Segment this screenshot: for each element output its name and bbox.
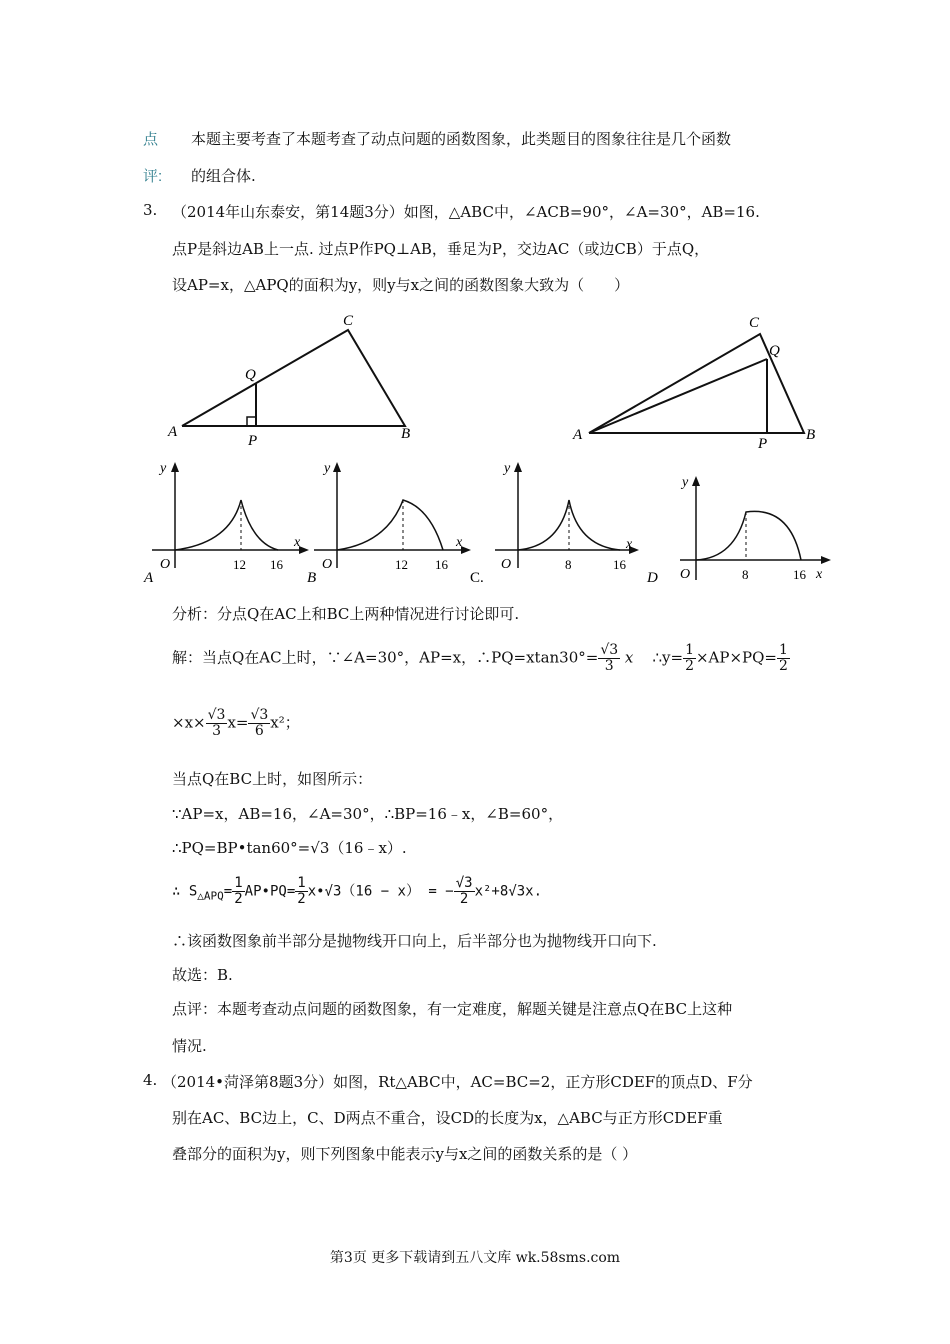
graph-b-x-label: x [456,535,463,550]
triangle-2-label-c: C [749,315,760,331]
right-angle-mark [247,417,256,426]
graph-c-origin: O [501,557,512,572]
triangle-1-label-b: B [401,426,411,442]
comment-line-1: 本题主要考查了本题考查了动点问题的函数图象，此类题目的图象往往是几个函数 [191,130,732,148]
graph-c-tick-1: 8 [565,557,572,572]
q3-line-3: 设AP=x，△APQ的面积为y，则y与x之间的函数图象大致为（ ） [172,276,630,294]
graph-a-x-label: x [294,535,301,550]
graph-b-option-label: B [307,570,317,586]
sol-6-text-d: AP•PQ= [244,883,296,900]
graph-d-x-arrow [821,556,831,564]
sol-6-text-e: x• [307,883,325,900]
graph-b-y-arrow [333,462,341,472]
triangle-1-label-a: A [168,424,178,440]
q3-solution-line-3: 当点Q在BC上时，如图所示： [172,770,373,788]
triangle-1-outline [182,330,405,426]
graph-a-origin: O [160,557,171,572]
frac-half-a [232,876,244,907]
q4-line-1: （2014•菏泽第8题3分）如图，Rt△ABC中，AC=BC=2，正方形CDEF的顶点D、F分 [162,1073,753,1091]
frac-num: 1 [297,875,306,891]
sol-1-text-a: 解：当点Q在AC上时，∵∠A=30°，AP=x，∴PQ=xtan30°= [172,648,599,667]
graph-b-tick-1: 12 [395,557,408,572]
graph-b-y-label: y [324,461,331,476]
graph-d-tick-1: 8 [742,567,749,582]
sol-5-text-b: （16﹣x）. [329,839,407,857]
graph-a-tick-2: 16 [270,557,283,572]
graph-b-curve [337,500,443,550]
frac-den: 3 [212,723,221,739]
sol-6-sqrt3-a: √3 [324,883,342,900]
triangle-figure-2 [570,305,830,455]
sol-6-text-h: x. [525,883,542,900]
comment-line-2: 的组合体. [191,167,256,185]
frac-sqrt3-over-3-b [206,708,228,739]
graph-a-y-arrow [171,462,179,472]
frac-num: √3 [250,707,269,723]
sol-2-text-a: ×x× [172,713,206,732]
frac-sqrt3-over-3 [598,643,620,674]
frac-den: 2 [234,891,243,907]
comment-label-1: 点 [143,131,159,148]
frac-den: 6 [254,723,264,739]
q3-solution-line-1: 解：当点Q在AC上时，∵∠A=30°，AP=x，∴PQ=xtan30°= $\frac{√3}{3}$ x ∴y= $\frac{1}{2}$ ×AP×PQ= $\frac{1}{2}$ [172,642,788,674]
frac-num: 1 [779,642,788,658]
q4-line-3: 叠部分的面积为y，则下列图象中能表示y与x之间的函数关系的是（ ） [172,1145,638,1163]
graph-c-y-arrow [514,462,522,472]
frac-den: 2 [459,891,469,907]
sol-6-sqrt3-b: √3 [508,883,526,900]
graph-d-tick-2: 16 [793,567,806,582]
q4-number: 4. [143,1071,158,1089]
graph-c-option-label: C. [470,570,484,586]
graph-c-y-label: y [504,461,511,476]
graph-b-origin: O [322,557,333,572]
frac-num: 1 [234,875,243,891]
frac-den: 3 [604,658,614,674]
graph-d-curve [696,511,801,560]
q3-solution-line-2 [172,708,300,739]
q3-solution-line-7: ∴该函数图象前半部分是抛物线开口向上，后半部分也为抛物线开口向下. [172,932,657,950]
page-footer: 第3页 更多下载请到五八文库 wk.58sms.com [329,1250,621,1266]
triangle-2-label-p: P [758,436,768,452]
graph-option-c [470,458,645,588]
comment-label-2: 评: [143,168,163,185]
frac-sqrt3-over-6 [248,708,270,739]
sol-2-text-c: x²； [270,713,300,732]
q4-line-2: 别在AC、BC边上，C、D两点不重合，设CD的长度为x，△ABC与正方形CDEF重 [172,1109,723,1127]
sol-6-subscript: △APQ [197,889,224,903]
graph-c-x-label: x [626,537,633,552]
frac-one-half-2 [777,643,790,674]
q3-solution-line-6 [172,876,542,907]
graph-d-y-arrow [692,476,700,486]
sol-1-text-b: ∴y= [652,648,684,667]
triangle-1-label-p: P [248,433,258,449]
graph-d-x-label: x [816,567,823,582]
graph-a-curve [175,500,278,550]
sol-5-text-a: ∴PQ=BP•tan60°= [172,839,311,857]
graph-option-a [140,458,310,588]
graph-option-d [640,468,840,593]
sol-6-text-g: x²+8 [474,883,509,900]
triangle-2-aq-segment [589,359,767,433]
frac-num: √3 [600,642,619,658]
sol-2-text-b: x= [227,713,249,732]
q3-review-line-1: 点评：本题考查动点问题的函数图象，有一定难度，解题关键是注意点Q在BC上这种 [172,1000,733,1018]
graph-b-tick-2: 16 [435,557,448,572]
q3-solution-line-8: 故选：B. [172,966,233,984]
graph-option-b [302,458,472,588]
q3-solution-line-4: ∵AP=x，AB=16，∠A=30°，∴BP=16﹣x，∠B=60°， [172,805,564,823]
q3-solution-line-5 [172,837,407,858]
frac-den: 2 [685,658,694,674]
graph-d-origin: O [680,567,691,582]
triangle-2-label-q: Q [769,343,780,359]
frac-num: 1 [685,642,694,658]
sol-5-sqrt3: √3 [310,839,330,857]
graph-d-option-label: D [647,570,658,586]
q3-analysis: 分析：分点Q在AC上和BC上两种情况进行讨论即可. [172,605,520,623]
sol-6-text-c: = [223,883,233,900]
triangle-1-label-c: C [343,313,354,329]
frac-num: √3 [207,707,226,723]
q3-review-line-2: 情况. [172,1037,207,1055]
sol-6-text-a: ∴ S [172,883,198,900]
frac-den: 2 [297,891,306,907]
frac-sqrt3-over-2 [454,876,475,907]
sol-1-text-c: ×AP×PQ= [695,648,778,667]
frac-half-b [295,876,307,907]
q3-line-2: 点P是斜边AB上一点. 过点P作PQ⊥AB，垂足为P，交边AC（或边CB）于点Q， [172,240,710,258]
graph-c-tick-2: 16 [613,557,626,572]
graph-a-y-label: y [160,461,167,476]
frac-num: √3 [455,875,473,891]
q3-number: 3. [143,201,158,219]
sol-6-text-f: （16 − x） = − [341,883,454,900]
triangle-2-label-b: B [806,427,816,443]
triangle-2-label-a: A [573,427,583,443]
triangle-figure-1 [160,305,430,455]
graph-a-option-label: A [144,570,154,586]
frac-den: 2 [779,658,788,674]
graph-d-y-label: y [682,475,689,490]
triangle-1-label-q: Q [245,367,256,383]
graph-a-tick-1: 12 [233,557,246,572]
q3-line-1: （2014年山东泰安，第14题3分）如图，△ABC中，∠ACB=90°，∠A=30°，AB=16. [172,203,760,221]
frac-one-half [683,643,696,674]
